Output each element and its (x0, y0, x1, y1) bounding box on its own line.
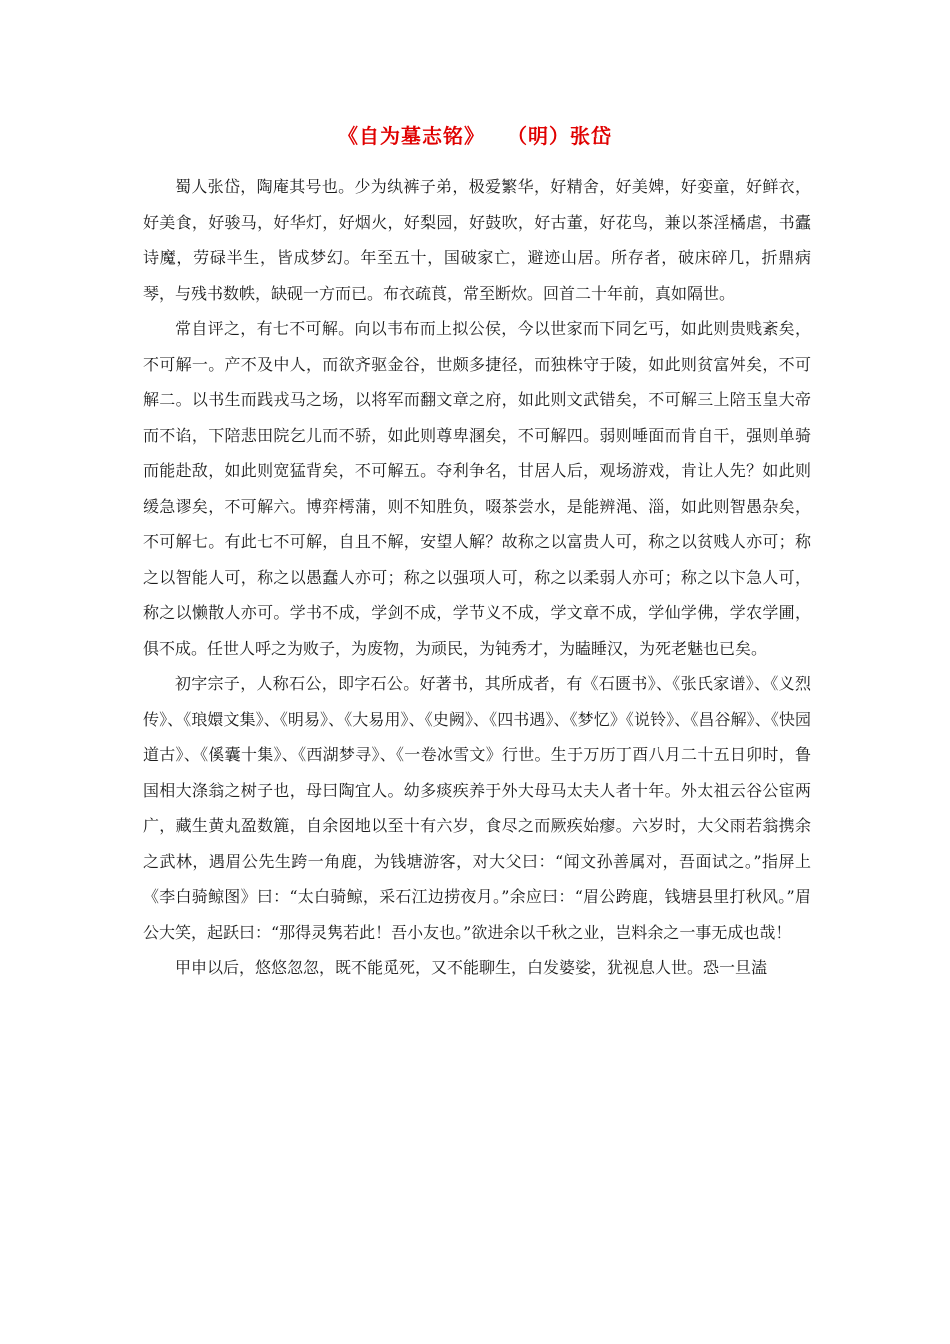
paragraph-after-jiashen: 甲申以后，悠悠忽忽，既不能觅死，又不能聊生，白发婆娑，犹视息人世。恐一旦溘 (175, 958, 768, 977)
document-body (143, 169, 811, 986)
paragraph-intro: 蜀人张岱，陶庵其号也。少为纨裤子弟，极爱繁华，好精舍，好美婢，好娈童，好鲜衣，好美食，好骏马，好华灯，好烟火，好梨园，好鼓吹，好古董，好花鸟，兼以茶淫橘虐，书蠹诗魔，劳碌半生，皆成梦幻。年至五十，国破家亡，避迹山居。所存者，破床碎几，折鼎病琴，与残书数帙，缺砚一方而已。布衣疏莨，常至断炊。回首二十年前，真如隔世。 (143, 177, 811, 303)
document-title: 《自为墓志铭》 （明）张岱 (338, 124, 612, 148)
paragraph-seven-puzzles: 常自评之，有七不可解。向以韦布而上拟公侯，今以世家而下同乞丐，如此则贵贱紊矣，不可解一。产不及中人，而欲齐驱金谷，世颇多捷径，而独株守于陵，如此则贫富舛矣，不可解二。以书生而践戎马之场，以将军而翻文章之府，如此则文武错矣，不可解三上陪玉皇大帝而不谄，下陪悲田院乞儿而不骄，如此则尊卑溷矣，不可解四。弱则唾面而肯自干，强则单骑而能赴敌，如此则宽猛背矣，不可解五。夺利争名，甘居人后，观场游戏，肯让人先？如此则缓急谬矣，不可解六。博弈樗蒲，则不知胜负，啜茶尝水，是能辨渑、淄，如此则智愚杂矣，不可解七。有此七不可解，自且不解，安望人解？故称之以富贵人可，称之以贫贱人亦可；称之以智能人可，称之以愚蠢人亦可；称之以强项人可，称之以柔弱人亦可；称之以卞急人可，称之以懒散人亦可。学书不成，学剑不成，学节义不成，学文章不成，学仙学佛，学农学圃，俱不成。任世人呼之为败子，为废物，为顽民，为钝秀才，为瞌睡汉，为死老魅也已矣。 (143, 319, 811, 658)
paragraph-works-and-childhood: 初字宗子，人称石公，即字石公。好著书，其所成者，有《石匮书》、《张氏家谱》、《义烈传》、《琅嬛文集》、《明易》、《大易用》、《史阙》、《四书遇》、《梦忆》《说铃》、《昌谷解》、《快园道古》、《傒囊十集》、《西湖梦寻》、《一卷冰雪文》行世。生于万历丁酉八月二十五日卯时，鲁国相大涤翁之树子也，母曰陶宜人。幼多痰疾养于外大母马太夫人者十年。外太祖云谷公宦两广，藏生黄丸盈数簏，自余囡地以至十有六岁，食尽之而厥疾始瘳。六岁时，大父雨若翁携余之武林，遇眉公先生跨一角鹿，为钱塘游客，对大父曰：“闻文孙善属对，吾面试之。”指屏上《李白骑鲸图》曰：“太白骑鲸，采石江边捞夜月。”余应曰：“眉公跨鹿，钱塘县里打秋风。”眉公大笑，起跃曰：“那得灵隽若此！吾小友也。”欲进余以千秋之业，岂料余之一事无成也哉！ (143, 674, 811, 942)
